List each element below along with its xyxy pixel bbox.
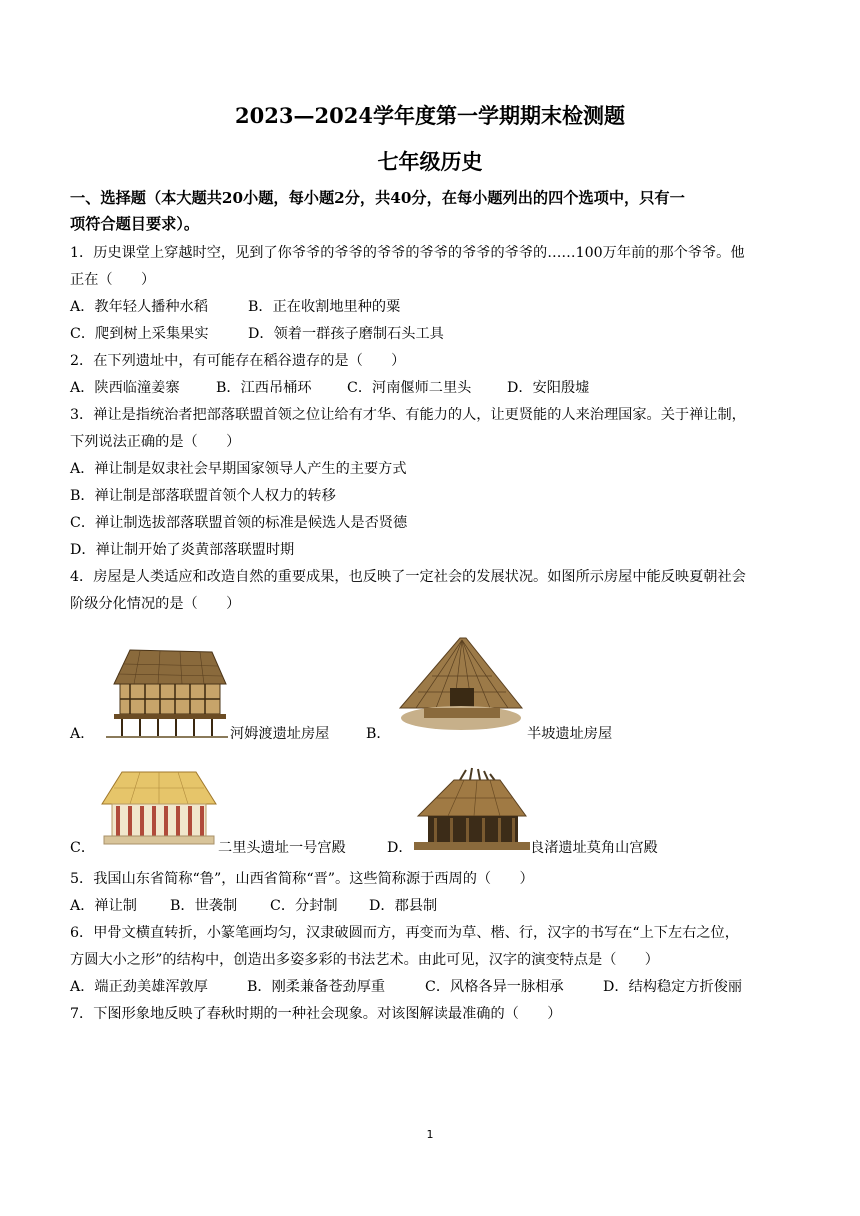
q3-stem-line2: 下列说法正确的是（ ）	[70, 434, 241, 450]
q6-options	[70, 977, 742, 997]
q4-option-a-label[interactable]: A．	[70, 726, 95, 742]
q4-option-b-label[interactable]: B．	[366, 726, 391, 742]
q1-options-row2	[70, 324, 444, 344]
q1-stem-line2: 正在（ ）	[70, 272, 156, 288]
q2-option-a[interactable]: A．陕西临潼姜寨	[70, 380, 180, 396]
q3-option-b[interactable]: B．禅让制是部落联盟首领个人权力的转移	[70, 488, 336, 504]
q1-stem-line1: 1．历史课堂上穿越时空，见到了你爷爷的爷爷的爷爷的爷爷的爷爷的爷爷的……100万年前的那个爷爷。他	[70, 245, 745, 261]
q1-option-d[interactable]: D．领着一群孩子磨制石头工具	[248, 326, 444, 342]
q5-option-d[interactable]: D．郡县制	[369, 898, 438, 914]
q4-stem-line1: 4．房屋是人类适应和改造自然的重要成果，也反映了一定社会的发展状况。如图所示房屋中能反映夏朝社会	[70, 569, 746, 585]
q1-option-a[interactable]: A．教年轻人播种水稻	[70, 299, 208, 315]
q1-option-b[interactable]: B．正在收割地里种的粟	[248, 299, 401, 315]
q5-stem: 5．我国山东省简称“鲁”，山西省简称“晋”。这些简称源于西周的（ ）	[70, 871, 534, 887]
q5-option-a[interactable]: A．禅让制	[70, 898, 137, 914]
q5-option-b[interactable]: B．世袭制	[170, 898, 238, 914]
q4-stem-line2: 阶级分化情况的是（ ）	[70, 596, 241, 612]
exam-subtitle: 七年级历史	[377, 149, 483, 174]
q6-stem-line1: 6．甲骨文横直转折，小篆笔画均匀，汉隶破圆而方，再变而为草、楷、行，汉字的书写在“上下左右之位，	[70, 925, 739, 941]
erlitou-palace-image	[100, 762, 218, 852]
q3-option-c[interactable]: C．禅让制选拔部落联盟首领的标准是候选人是否贤德	[70, 515, 408, 531]
section-heading-line1: 一、选择题（本大题共20小题，每小题2分，共40分，在每小题列出的四个选项中，只有一	[70, 189, 685, 207]
q2-option-c[interactable]: C．河南偃师二里头	[347, 380, 472, 396]
q6-option-d[interactable]: D．结构稳定方折俊丽	[603, 979, 743, 995]
q1-options-row1	[70, 297, 400, 317]
q3-option-d[interactable]: D．禅让制开始了炎黄部落联盟时期	[70, 542, 295, 558]
q6-option-b[interactable]: B．刚柔兼备苍劲厚重	[247, 979, 386, 995]
q2-option-b[interactable]: B．江西吊桶环	[216, 380, 312, 396]
q7-stem: 7．下图形象地反映了春秋时期的一种社会现象。对该图解读最准确的（ ）	[70, 1006, 562, 1022]
q5-options	[70, 896, 437, 916]
q4-option-d-caption: 良渚遗址莫角山宫殿	[530, 840, 658, 856]
q5-option-c[interactable]: C．分封制	[270, 898, 338, 914]
q4-option-a-caption: 河姆渡遗址房屋	[230, 726, 330, 742]
q4-option-d-label[interactable]: D．	[387, 840, 413, 856]
exam-title: 2023—2024学年度第一学期期末检测题	[235, 103, 625, 128]
q3-option-a[interactable]: A．禅让制是奴隶社会早期国家领导人产生的主要方式	[70, 461, 407, 477]
liangzhu-palace-image	[414, 766, 530, 850]
q6-option-a[interactable]: A．端正劲美雄浑敦厚	[70, 979, 208, 995]
hemudu-house-image	[100, 644, 230, 740]
banpo-house-image	[396, 636, 526, 736]
q4-option-c-caption: 二里头遗址一号宫殿	[218, 840, 346, 856]
q4-option-c-label[interactable]: C．	[70, 840, 96, 856]
q2-option-d[interactable]: D．安阳殷墟	[507, 380, 590, 396]
q6-option-c[interactable]: C．风格各异一脉相承	[425, 979, 564, 995]
q3-stem-line1: 3．禅让是指统治者把部落联盟首领之位让给有才华、有能力的人，让更贤能的人来治理国家。关于禅让制，	[70, 407, 746, 423]
q6-stem-line2: 方圆大小之形”的结构中，创造出多姿多彩的书法艺术。由此可见，汉字的演变特点是（ ）	[70, 952, 659, 968]
q1-option-c[interactable]: C．爬到树上采集果实	[70, 326, 209, 342]
section-heading-line2: 项符合题目要求）。	[70, 215, 200, 233]
q4-option-b-caption: 半坡遗址房屋	[527, 726, 613, 742]
page-number: 1	[426, 1128, 434, 1141]
q2-options	[70, 378, 589, 398]
q2-stem: 2．在下列遗址中，有可能存在稻谷遗存的是（ ）	[70, 353, 406, 369]
